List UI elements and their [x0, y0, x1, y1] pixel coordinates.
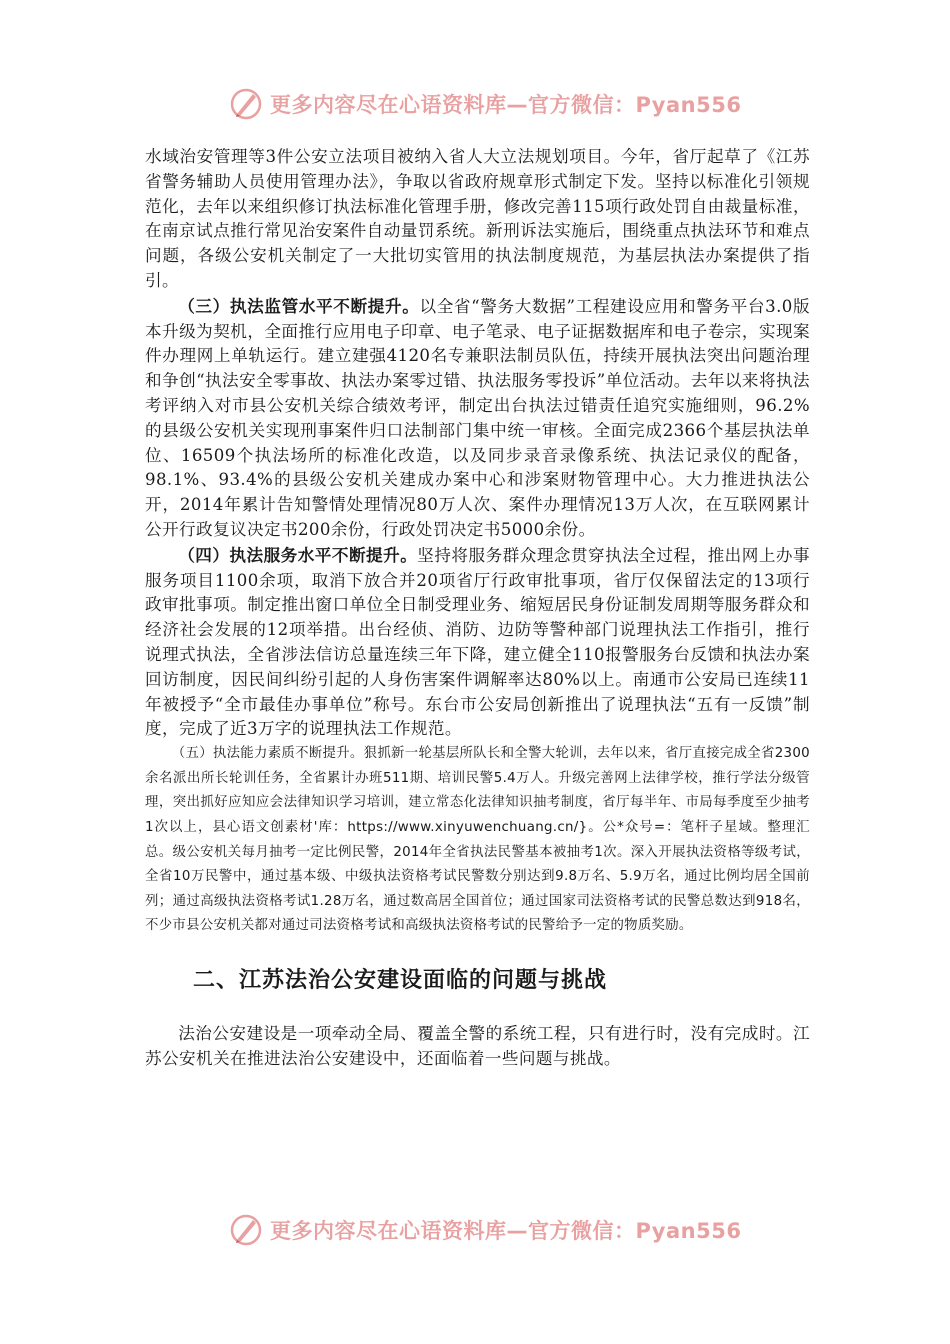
paragraph-service	[145, 543, 810, 742]
pen-logo-icon	[228, 86, 264, 122]
section-heading: 二、江苏法治公安建设面临的问题与挑战	[193, 967, 608, 993]
pen-logo-icon	[228, 1212, 264, 1248]
document-body	[145, 145, 810, 1071]
paragraph-continuation: 水域治安管理等3件公安立法项目被纳入省人大立法规划项目。今年，省厅起草了《江苏省警务辅助人员使用管理办法》，争取以省政府规章形式制定下发。坚持以标准化引领规范化，去年以来组织修订执法标准化管理手册，修改完善115项行政处罚自由裁量标准，在南京试点推行常见治安案件自动量罚系统。新刑诉法实施后，围绕重点执法环节和难点问题，各级公安机关制定了一大批切实管用的执法制度规范，为基层执法办案提供了指引。	[145, 147, 810, 290]
header-banner	[228, 84, 748, 124]
footer-banner	[228, 1210, 748, 1250]
paragraph-supervision	[145, 294, 810, 543]
paragraph-challenges: 法治公安建设是一项牵动全局、覆盖全警的系统工程，只有进行时，没有完成时。江苏公安机关在推进法治公安建设中，还面临着一些问题与挑战。	[145, 1023, 810, 1068]
section-lead-3: （三）执法监管水平不断提升。	[178, 295, 420, 316]
paragraph-capability: （五）执法能力素质不断提升。狠抓新一轮基层所队长和全警大轮训，去年以来，省厅直接完成全省2300余名派出所长轮训任务，全省累计办班511期、培训民警5.4万人。升级完善网上法律学校，推行学法分级管理，突出抓好应知应会法律知识学习培训，建立常态化法律知识抽考制度，省厅每半年、市局每季度至少抽考1次以上，县心语文创素材'库：https://www.xinyuwenchuang.cn/}。公*众号=：笔杆子星域。整理汇总。级公安机关每月抽考一定比例民警，2014年全省执法民警基本被抽考1次。深入开展执法资格等级考试，全省10万民警中，通过基本级、中级执法资格考试民警数分别达到9.8万名、5.9万名，通过比例均居全国前列；通过高级执法资格考试1.28万名，通过数高居全国首位；通过国家司法资格考试的民警总数达到918名，不少市县公安机关都对通过司法资格考试和高级执法资格考试的民警给予一定的物质奖励。	[145, 746, 810, 934]
section-body-4: 坚持将服务群众理念贯穿执法全过程，推出网上办事服务项目1100余项，取消下放合并20项省厅行政审批事项，省厅仅保留法定的13项行政审批事项。制定推出窗口单位全日制受理业务、缩短居民身份证制发周期等服务群众和经济社会发展的12项举措。出台经侦、消防、边防等警种部门说理执法工作指引，推行说理式执法，全省涉法信访总量连续三年下降，建立健全110报警服务台反馈和执法办案回访制度，因民间纠纷引起的人身伤害案件调解率达80%以上。南通市公安局已连续11年被授予“全市最佳办事单位”称号。东台市公安局创新推出了说理执法“五有一反馈”制度，完成了近3万字的说理执法工作规范。	[145, 545, 810, 739]
section-lead-4: （四）执法服务水平不断提升。	[178, 544, 418, 565]
banner-text: 更多内容尽在心语资料库—官方微信：Pyan556	[270, 93, 742, 117]
banner-text: 更多内容尽在心语资料库—官方微信：Pyan556	[270, 1219, 742, 1243]
section-body-3: 以全省“警务大数据”工程建设应用和警务平台3.0版本升级为契机，全面推行应用电子印章、电子笔录、电子证据数据库和电子卷宗，实现案件办理网上单轨运行。建立建强4120名专兼职法制员队伍，持续开展执法突出问题治理和争创“执法安全零事故、执法办案零过错、执法服务零投诉”单位活动。去年以来将执法考评纳入对市县公安机关综合绩效考评，制定出台执法过错责任追究实施细则，96.2%的县级公安机关实现刑事案件归口法制部门集中统一审核。全面完成2366个基层执法单位、16509个执法场所的标准化改造，以及同步录音录像系统、执法记录仪的配备，98.1%、93.4%的县级公安机关建成办案中心和涉案财物管理中心。大力推进执法公开，2014年累计告知警情处理情况80万人次、案件办理情况13万人次，在互联网累计公开行政复议决定书200余份，行政处罚决定书5000余份。	[145, 296, 810, 539]
